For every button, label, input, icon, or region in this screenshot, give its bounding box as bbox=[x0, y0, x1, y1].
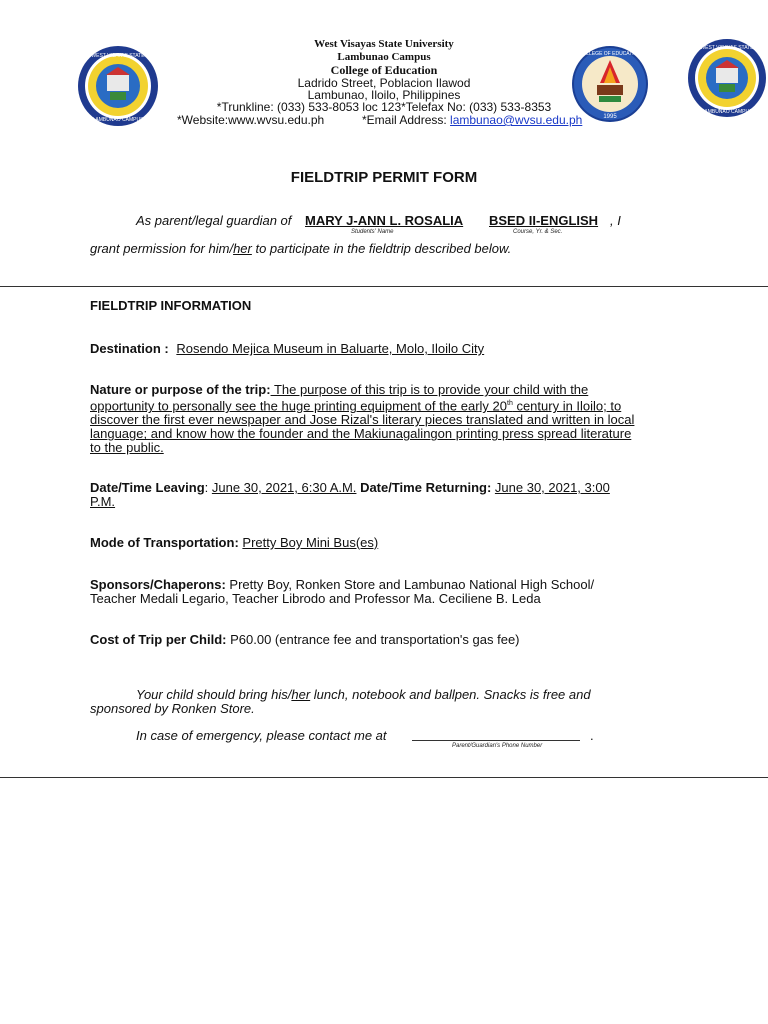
svg-text:LAMBUNAO CAMPUS: LAMBUNAO CAMPUS bbox=[701, 109, 753, 115]
svg-text:COLLEGE OF EDUCATION: COLLEGE OF EDUCATION bbox=[578, 51, 642, 57]
transport-value[interactable]: Pretty Boy Mini Bus(es) bbox=[242, 535, 379, 550]
bring-prefix: Your child should bring his/ bbox=[136, 687, 292, 702]
permission-suffix: to participate in the fieldtrip described below. bbox=[251, 241, 512, 256]
destination-value[interactable]: Rosendo Mejica Museum in Baluarte, Molo, Iloilo City bbox=[176, 341, 485, 356]
intro-suffix: , I bbox=[610, 213, 621, 228]
student-name-field[interactable]: MARY J-ANN L. ROSALIA bbox=[305, 213, 464, 228]
college-name: College of Education bbox=[330, 63, 438, 77]
leaving-value[interactable]: June 30, 2021, 6:30 A.M. bbox=[211, 480, 357, 495]
bring-suffix: lunch, notebook and ballpen. Snacks is free and bbox=[310, 687, 591, 702]
svg-text:LAMBUNAO CAMPUS: LAMBUNAO CAMPUS bbox=[92, 117, 144, 123]
course-caption: Course, Yr. & Sec. bbox=[513, 229, 563, 235]
sponsors-row bbox=[90, 578, 594, 606]
purpose-line-5[interactable]: to the public. bbox=[90, 440, 164, 456]
street-address: Ladrido Street, Poblacion Ilawod bbox=[297, 76, 471, 90]
email-link[interactable]: lambunao@wvsu.edu.ph bbox=[450, 113, 583, 127]
purpose-line-1[interactable]: The purpose of this trip is to provide your child with the bbox=[270, 382, 589, 397]
cost-row bbox=[90, 633, 520, 647]
sponsors-line-1: Pretty Boy, Ronken Store and Lambunao National High School/ bbox=[225, 577, 595, 592]
permission-line bbox=[90, 242, 511, 256]
cost-value: P60.00 (entrance fee and transportation's gas fee) bbox=[226, 632, 520, 647]
phone-caption: Parent/Guardian's Phone Number bbox=[452, 743, 543, 749]
email-label: *Email Address: bbox=[362, 113, 447, 127]
purpose-line-3[interactable]: discover the first ever newspaper and Jose Rizal's literary pieces translated and written in local bbox=[90, 412, 635, 428]
website-line bbox=[177, 113, 324, 127]
divider-bottom bbox=[0, 777, 768, 778]
phone-numbers: *Trunkline: (033) 533-8053 loc 123*Telefax No: (033) 533-8353 bbox=[216, 100, 552, 114]
purpose-line-2b: century in Iloilo; to bbox=[512, 398, 622, 414]
purpose-superscript: th bbox=[507, 400, 513, 407]
transport-row bbox=[90, 536, 378, 550]
website-label: *Website: bbox=[177, 113, 229, 127]
svg-text:WEST VISAYAS STATE: WEST VISAYAS STATE bbox=[700, 45, 754, 51]
svg-text:1995: 1995 bbox=[603, 114, 617, 120]
date-time-row: Date/Time Leaving: June 30, 2021, 6:30 A.M. Date/Time Returning: June 30, 2021, 3:00 P.M. bbox=[90, 480, 610, 509]
purpose-label: Nature or purpose of the trip: bbox=[90, 382, 271, 397]
city-address: Lambunao, Iloilo, Philippines bbox=[307, 88, 461, 102]
transport-label: Mode of Transportation: bbox=[90, 535, 239, 550]
form-title: FIELDTRIP PERMIT FORM bbox=[290, 169, 478, 186]
emergency-text: In case of emergency, please contact me at bbox=[136, 728, 387, 743]
intro-line bbox=[136, 214, 291, 228]
returning-label: Date/Time Returning: bbox=[360, 480, 492, 495]
emergency-dot: . bbox=[590, 728, 594, 743]
sponsors-label: Sponsors/Chaperons: bbox=[90, 577, 226, 592]
destination-label: Destination : bbox=[90, 341, 169, 356]
returning-value-line-2[interactable]: P.M. bbox=[90, 494, 116, 509]
bring-her: her bbox=[291, 687, 311, 702]
divider-top bbox=[0, 286, 768, 287]
returning-value[interactable]: June 30, 2021, 3:00 bbox=[494, 480, 610, 495]
purpose-line-4[interactable]: language; and know how the founder and the Makiunagalingon printing press spread literature bbox=[90, 426, 632, 442]
course-field[interactable]: BSED II-ENGLISH bbox=[489, 213, 599, 228]
sponsors-line-2: Teacher Medali Legario, Teacher Librodo and Professor Ma. Ceciliene B. Leda bbox=[90, 591, 541, 606]
permission-her: her bbox=[233, 241, 252, 256]
bring-line-2: sponsored by Ronken Store. bbox=[90, 701, 255, 716]
purpose-line-2[interactable] bbox=[90, 397, 634, 413]
purpose-line-2a: opportunity to personally see the huge printing equipment of the early 20 bbox=[90, 398, 507, 414]
website-value[interactable]: www.wvsu.edu.ph bbox=[228, 113, 325, 127]
cost-label: Cost of Trip per Child: bbox=[90, 632, 227, 647]
campus-name: Lambunao Campus bbox=[337, 51, 431, 63]
purpose-row bbox=[90, 383, 634, 455]
section-title-fieldtrip-info: FIELDTRIP INFORMATION bbox=[90, 298, 252, 313]
university-name: West Visayas State University bbox=[314, 38, 454, 50]
email-line bbox=[362, 113, 582, 127]
student-name-caption: Students' Name bbox=[351, 229, 394, 235]
svg-text:WEST VISAYAS STATE: WEST VISAYAS STATE bbox=[91, 53, 145, 59]
leaving-label: Date/Time Leaving bbox=[90, 480, 205, 495]
bring-paragraph bbox=[90, 688, 650, 716]
destination-row bbox=[90, 342, 484, 356]
phone-number-field[interactable] bbox=[412, 740, 580, 741]
permission-prefix: grant permission for him/ bbox=[90, 241, 234, 256]
intro-prefix: As parent/legal guardian of bbox=[136, 213, 292, 228]
